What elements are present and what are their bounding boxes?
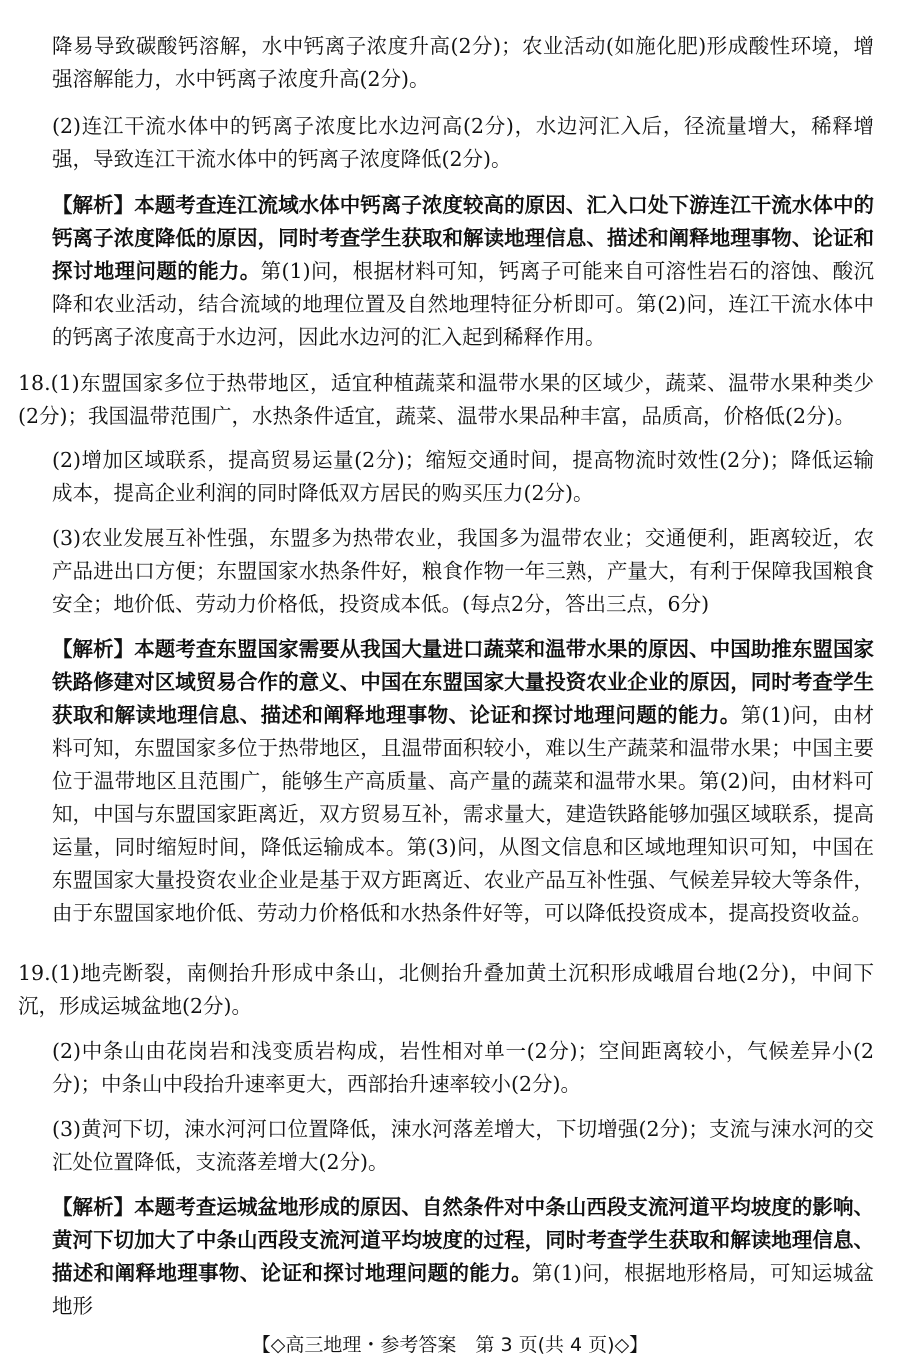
analysis-19	[52, 1191, 874, 1323]
analysis-heading-text: 【解析】本题考查运城盆地形成的原因、自然条件对中条山西段支流河道平均坡度的影响、黄河下切加大了中条山西段支流河道平均坡度的过程，同时考查学生获取和解读地理信息、描述和阐释地理事物、论证和探讨地理问题的能力。	[52, 1195, 874, 1285]
paragraph-18-3	[52, 522, 874, 621]
analysis-body-text: 第(1)问，由材料可知，东盟国家多位于热带地区，且温带面积较小，难以生产蔬菜和温带水果；中国主要位于温带地区且范围广，能够生产高质量、高产量的蔬菜和温带水果。第(2)问，由材料可知，中国与东盟国家距离近，双方贸易互补，需求量大，建造铁路能够加强区域联系，提高运量，同时缩短时间，降低运输成本。第(3)问，从图文信息和区域地理知识可知，中国在东盟国家大量投资农业企业是基于双方距离近、农业产品互补性强、气候差异较大等条件，由于东盟国家地价低、劳动力价格低和水热条件好等，可以降低投资成本，提高投资收益。	[52, 703, 874, 925]
analysis-heading-text: 【解析】本题考查东盟国家需要从我国大量进口蔬菜和温带水果的原因、中国助推东盟国家铁路修建对区域贸易合作的意义、中国在东盟国家大量投资农业企业的原因，同时考查学生获取和解读地理信息、描述和阐释地理事物、论证和探讨地理问题的能力。	[52, 637, 874, 727]
paragraph-18-1	[18, 367, 874, 433]
paragraph-text: (3)黄河下切，涑水河河口位置降低，涑水河落差增大，下切增强(2分)；支流与涑水河的交汇处位置降低，支流落差增大(2分)。	[52, 1117, 874, 1174]
paragraph-18-2	[52, 444, 874, 510]
paragraph-text: 19.(1)地壳断裂，南侧抬升形成中条山，北侧抬升叠加黄土沉积形成峨眉台地(2分)，中间下沉，形成运城盆地(2分)。	[18, 961, 874, 1018]
paragraph-19-2	[52, 1035, 874, 1101]
paragraph-17-1-continued	[52, 30, 874, 96]
page-footer: 【◇高三地理・参考答案 第 3 页(共 4 页)◇】	[251, 1334, 649, 1356]
analysis-body-text: 第(1)问，根据地形格局，可知运城盆地形	[52, 1261, 874, 1318]
paragraph-text: (3)农业发展互补性强，东盟多为热带农业，我国多为温带农业；交通便利，距离较近，农产品进出口方便；东盟国家水热条件好，粮食作物一年三熟，产量大，有利于保障我国粮食安全；地价低、劳动力价格低，投资成本低。(每点2分，答出三点，6分)	[52, 526, 874, 616]
paragraph-text: (2)增加区域联系，提高贸易运量(2分)；缩短交通时间，提高物流时效性(2分)；降低运输成本，提高企业利润的同时降低双方居民的购买压力(2分)。	[52, 448, 874, 505]
analysis-heading-text: 【解析】本题考查连江流域水体中钙离子浓度较高的原因、汇入口处下游连江干流水体中的钙离子浓度降低的原因，同时考查学生获取和解读地理信息、描述和阐释地理事物、论证和探讨地理问题的能力。	[52, 193, 874, 283]
paragraph-text: (2)中条山由花岗岩和浅变质岩构成，岩性相对单一(2分)；空间距离较小，气候差异小(2分)；中条山中段抬升速率更大，西部抬升速率较小(2分)。	[52, 1039, 874, 1096]
paragraph-19-1	[18, 957, 874, 1023]
paragraph-text: (2)连江干流水体中的钙离子浓度比水边河高(2分)，水边河汇入后，径流量增大，稀释增强，导致连江干流水体中的钙离子浓度降低(2分)。	[52, 114, 874, 171]
analysis-18	[52, 633, 874, 930]
paragraph-text: 降易导致碳酸钙溶解，水中钙离子浓度升高(2分)；农业活动(如施化肥)形成酸性环境，增强溶解能力，水中钙离子浓度升高(2分)。	[52, 34, 874, 91]
paragraph-19-3	[52, 1113, 874, 1179]
paragraph-text: 18.(1)东盟国家多位于热带地区，适宜种植蔬菜和温带水果的区域少，蔬菜、温带水果种类少(2分)；我国温带范围广，水热条件适宜，蔬菜、温带水果品种丰富，品质高，价格低(2分)。	[18, 371, 874, 428]
paragraph-17-2	[52, 110, 874, 176]
analysis-17	[52, 189, 874, 354]
analysis-body-text: 第(1)问，根据材料可知，钙离子可能来自可溶性岩石的溶蚀、酸沉降和农业活动，结合流域的地理位置及自然地理特征分析即可。第(2)问，连江干流水体中的钙离子浓度高于水边河，因此水边河的汇入起到稀释作用。	[52, 259, 874, 349]
